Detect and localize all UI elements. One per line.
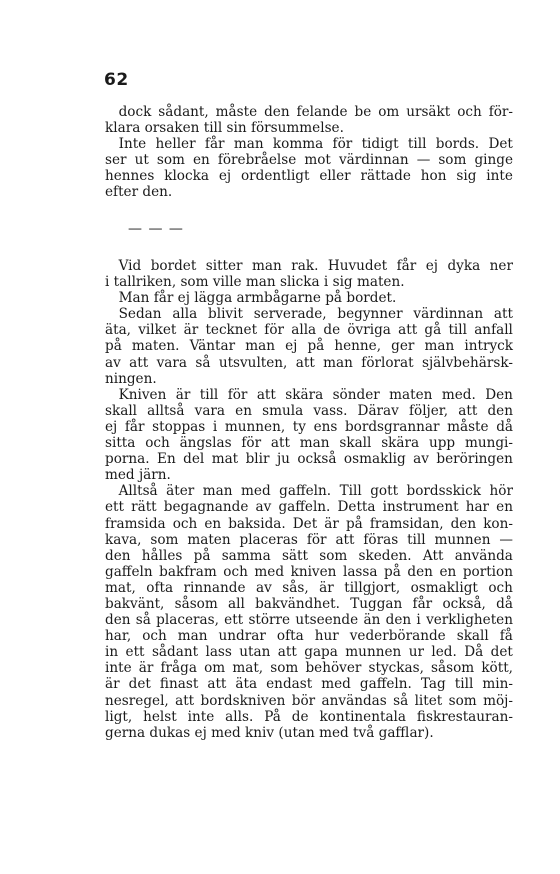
- page-number: 62: [104, 70, 129, 90]
- text-line: mat, ofta rinnande av sås, är tillgjort, osmakligt och: [105, 579, 513, 596]
- text-line: Kniven är till för att skära sönder maten med. Den: [105, 386, 513, 403]
- text-line: klara orsaken till sin försummelse.: [105, 120, 344, 137]
- text-line: inte är fråga om mat, som behöver styckas, såsom kött,: [105, 660, 513, 677]
- text-line: den så placeras, ett större utseende än den i verkligheten: [105, 612, 513, 629]
- text-line: bakvänt, såsom all bakvändhet. Tuggan får också, då: [105, 595, 513, 612]
- text-line: skall alltså vara en smula vass. Därav följer, att den: [105, 402, 513, 419]
- text-line: ej får stoppas i munnen, ty ens bordsgrannar måste då: [105, 418, 513, 435]
- paragraph: [105, 387, 513, 484]
- text-line: ett rätt begagnande av gaffeln. Detta instrument har en: [105, 499, 513, 516]
- text-line: gerna dukas ej med kniv (utan med två gafflar).: [105, 724, 434, 741]
- text-line: Inte heller får man komma för tidigt till bords. Det: [105, 136, 513, 153]
- text-line: porna. En del mat blir ju också osmaklig av beröringen: [105, 451, 513, 468]
- text-line: har, och man undrar ofta hur vederbörande skall få: [105, 628, 513, 645]
- text-line: ningen.: [105, 370, 157, 387]
- text-line: i tallriken, som ville man slicka i sig maten.: [105, 274, 405, 291]
- paragraph: [105, 290, 513, 306]
- text-line: nesregel, att bordskniven bör användas så litet som möj-: [105, 692, 513, 709]
- text-line: Vid bordet sitter man rak. Huvudet får ej dyka ner: [105, 258, 513, 274]
- text-line: med järn.: [105, 467, 171, 484]
- text-line: den hålles på samma sätt som skeden. Att använda: [105, 547, 513, 564]
- paragraph: [105, 258, 513, 290]
- text-line: Man får ej lägga armbågarne på bordet.: [105, 290, 397, 307]
- text-line: äta, vilket är tecknet för alla de övriga att gå till anfall: [105, 322, 513, 339]
- text-line: sitta och ängslas för att man skall skära upp mungi-: [105, 435, 513, 452]
- text-line: av att vara så utsvulten, att man förlorat självbehärsk-: [105, 354, 513, 371]
- section-separator: — — —: [128, 221, 184, 237]
- text-line: efter den.: [105, 184, 173, 201]
- text-line: ligt, helst inte alls. På de kontinentala fiskrestauran-: [105, 708, 513, 725]
- paragraph: [105, 483, 513, 741]
- text-line: är det finast att äta endast med gaffeln. Tag till min-: [105, 676, 513, 693]
- text-line: hennes klocka ej ordentligt eller rättade hon sig inte: [105, 168, 513, 185]
- paragraph: [105, 306, 513, 386]
- text-line: Alltså äter man med gaffeln. Till gott bordsskick hör: [105, 483, 513, 500]
- text-line: framsida och en baksida. Det är på framsidan, den kon-: [105, 515, 513, 532]
- text-line: kava, som maten placeras för att föras till munnen —: [105, 531, 513, 548]
- text-line: in ett sådant lass utan att gapa munnen ur led. Då det: [105, 644, 513, 661]
- text-line: dock sådant, måste den felande be om ursäkt och för-: [105, 104, 513, 120]
- text-line: på maten. Väntar man ej på henne, ger man intryck: [105, 338, 513, 355]
- text-line: gaffeln bakfram och med kniven lassa på den en portion: [105, 563, 513, 580]
- paragraph: [105, 104, 513, 136]
- text-block-bottom: [105, 258, 513, 741]
- text-line: Sedan alla blivit serverade, begynner värdinnan att: [105, 306, 513, 323]
- text-block-top: [105, 104, 513, 201]
- paragraph: [105, 136, 513, 200]
- text-line: ser ut som en förebråelse mot värdinnan — som ginge: [105, 152, 513, 169]
